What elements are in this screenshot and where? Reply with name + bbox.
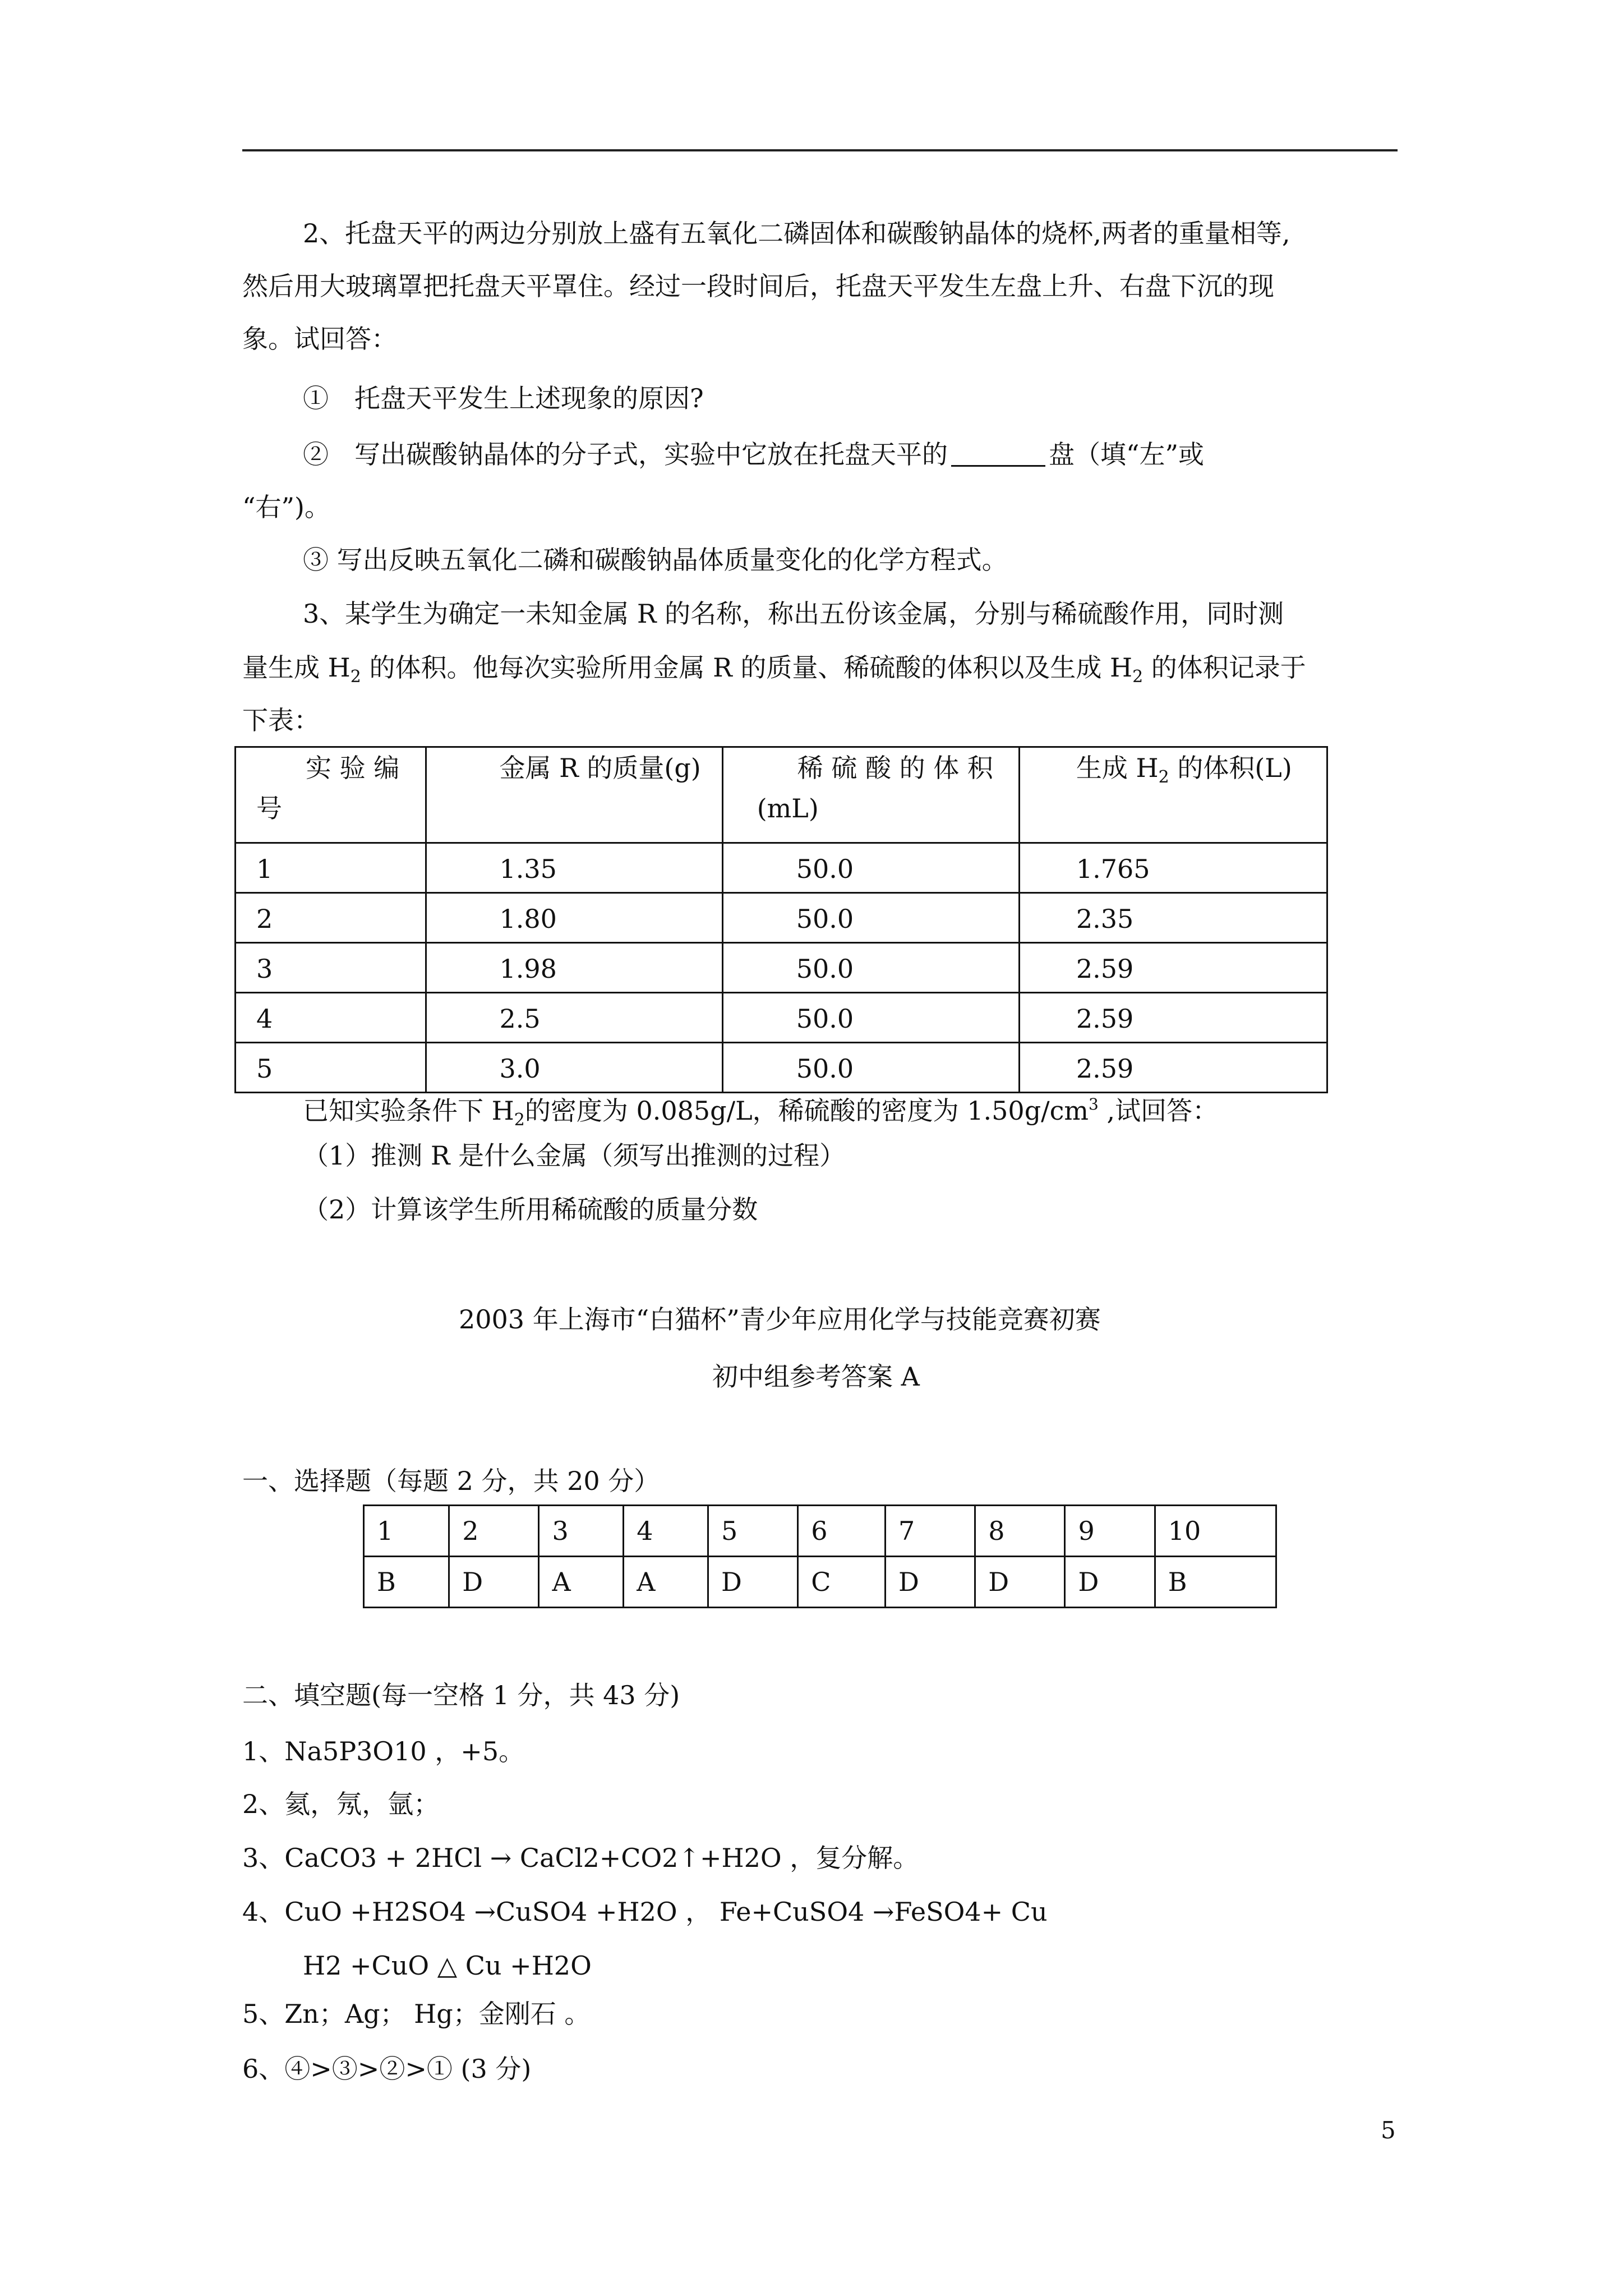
header-h2-volume-tail: 的体积(L) [1169, 753, 1292, 783]
table-cell: 1.765 [1019, 843, 1327, 893]
answer-3: 3、CaCO3 + 2HCl → CaCl2+CO2↑+H2O ，复分解。 [242, 1843, 919, 1873]
q2-sub-1: ① 托盘天平发生上述现象的原因? [303, 383, 704, 413]
superscript: 3 [1089, 1095, 1099, 1114]
header-experiment-no-2: 号 [256, 793, 282, 823]
table-cell: 3 [236, 943, 426, 993]
header-cell [426, 747, 722, 843]
q3-line-3: 下表： [242, 705, 320, 735]
mc-answer: A [539, 1557, 624, 1608]
mc-answer: A [624, 1557, 708, 1608]
mc-answer: C [798, 1557, 886, 1608]
table-cell: 2.5 [426, 993, 722, 1043]
header-metal-mass: 金属 R 的质量(g) [499, 753, 701, 783]
header-rule [242, 149, 1398, 151]
header-cell [722, 747, 1019, 843]
answer-4: 4、CuO +H2SO4 →CuSO4 +H2O ， Fe+CuSO4 →FeSO4+ Cu [242, 1897, 1048, 1927]
header-cell [236, 747, 426, 843]
mc-answer: D [1065, 1557, 1155, 1608]
mc-number: 9 [1065, 1506, 1155, 1557]
cond-a: 已知实验条件下 H [303, 1096, 514, 1126]
table-cell: 50.0 [722, 893, 1019, 943]
q3-line-2-b: 的体积。他每次实验所用金属 R 的质量、稀硫酸的体积以及生成 H [361, 652, 1133, 683]
table-cell: 1.98 [426, 943, 722, 993]
q2-sub-2-continued: “右”)。 [242, 492, 330, 522]
subscript: 2 [1158, 767, 1169, 787]
table-cell: 50.0 [722, 943, 1019, 993]
q3-line-2 [242, 651, 1306, 687]
mc-answer: D [975, 1557, 1065, 1608]
q2-sub-2 [303, 438, 1204, 471]
table-cell: 1 [236, 843, 426, 893]
multiple-choice-answer-table [363, 1504, 1277, 1608]
mc-number: 10 [1155, 1506, 1276, 1557]
q3-ask-2: （2）计算该学生所用稀硫酸的质量分数 [303, 1194, 758, 1225]
header-cell [1019, 747, 1327, 843]
section-1-heading: 一、选择题（每题 2 分，共 20 分） [242, 1466, 660, 1496]
q3-conditions [303, 1094, 1218, 1128]
q2-sub-3: ③ 写出反映五氧化二磷和碳酸钠晶体质量变化的化学方程式。 [303, 545, 1008, 575]
q2-line-3: 象。试回答： [242, 324, 397, 354]
answer-6: 6、④>③>②>① (3 分) [242, 2054, 532, 2084]
table-cell: 2.59 [1019, 1043, 1327, 1093]
header-experiment-no: 实 验 编 [306, 753, 400, 783]
mc-number: 8 [975, 1506, 1065, 1557]
mc-number: 5 [708, 1506, 797, 1557]
mc-answer: D [886, 1557, 975, 1608]
mc-number: 2 [449, 1506, 539, 1557]
table-row [236, 943, 1327, 993]
table-row [236, 1043, 1327, 1093]
mc-answer: D [449, 1557, 539, 1608]
table-row [236, 893, 1327, 943]
mc-answer: B [1155, 1557, 1276, 1608]
answer-1: 1、Na5P3O10 ，+5。 [242, 1736, 525, 1766]
table-cell: 1.80 [426, 893, 722, 943]
table-cell: 50.0 [722, 843, 1019, 893]
table-cell: 50.0 [722, 993, 1019, 1043]
table-cell: 2.59 [1019, 943, 1327, 993]
subscript: 2 [350, 667, 361, 687]
mc-number-row [364, 1506, 1276, 1557]
table-cell: 3.0 [426, 1043, 722, 1093]
table-row [236, 993, 1327, 1043]
table-cell: 2 [236, 893, 426, 943]
q2-sub-2-text: ② 写出碳酸钠晶体的分子式，实验中它放在托盘天平的 [303, 439, 948, 470]
table-row [236, 843, 1327, 893]
q2-sub-2-tail: 盘（填“左”或 [1049, 439, 1205, 470]
q3-line-1: 3、某学生为确定一未知金属 R 的名称，称出五份该金属，分别与稀硫酸作用，同时测 [303, 599, 1284, 629]
q2-line-1: 2、托盘天平的两边分别放上盛有五氧化二磷固体和碳酸钠晶体的烧杯,两者的重量相等, [303, 218, 1290, 249]
cond-c: ,试回答： [1098, 1096, 1219, 1126]
q2-line-2: 然后用大玻璃罩把托盘天平罩住。经过一段时间后，托盘天平发生左盘上升、右盘下沉的现 [242, 271, 1274, 301]
q3-ask-1: （1）推测 R 是什么金属（须写出推测的过程） [303, 1140, 846, 1171]
answer-blank [951, 443, 1045, 467]
table-cell: 2.35 [1019, 893, 1327, 943]
q3-line-2-c: 的体积记录于 [1143, 652, 1306, 683]
mc-number: 1 [364, 1506, 449, 1557]
answer-title: 2003 年上海市“白猫杯”青少年应用化学与技能竞赛初赛 [459, 1304, 1101, 1335]
cond-b: 的密度为 0.085g/L，稀硫酸的密度为 1.50g/cm [524, 1096, 1089, 1126]
answer-5: 5、Zn；Ag； Hg；金刚石 。 [242, 1999, 591, 2029]
mc-number: 7 [886, 1506, 975, 1557]
table-cell: 5 [236, 1043, 426, 1093]
section-2-heading: 二、填空题(每一空格 1 分，共 43 分) [242, 1680, 680, 1710]
subscript: 2 [514, 1110, 525, 1130]
mc-answer: B [364, 1557, 449, 1608]
answer-2: 2、氦，氖，氩； [242, 1789, 440, 1819]
header-acid-volume: 稀 硫 酸 的 体 积 [797, 753, 993, 783]
mc-number: 4 [624, 1506, 708, 1557]
mc-number: 6 [798, 1506, 886, 1557]
page-number: 5 [1381, 2116, 1396, 2144]
header-acid-volume-unit: (mL) [757, 793, 819, 823]
table-cell: 50.0 [722, 1043, 1019, 1093]
answer-4-continued: H2 +CuO △ Cu +H2O [303, 1950, 592, 1981]
table-cell: 4 [236, 993, 426, 1043]
experiment-table [234, 746, 1328, 1093]
table-cell: 1.35 [426, 843, 722, 893]
mc-answer: D [708, 1557, 797, 1608]
table-cell: 2.59 [1019, 993, 1327, 1043]
header-h2-volume: 生成 H [1076, 753, 1159, 783]
q3-line-2-a: 量生成 H [242, 652, 351, 683]
answer-subtitle: 初中组参考答案 A [712, 1361, 920, 1392]
mc-answer-row [364, 1557, 1276, 1608]
mc-number: 3 [539, 1506, 624, 1557]
table-header-row [236, 747, 1327, 843]
subscript: 2 [1132, 667, 1144, 687]
